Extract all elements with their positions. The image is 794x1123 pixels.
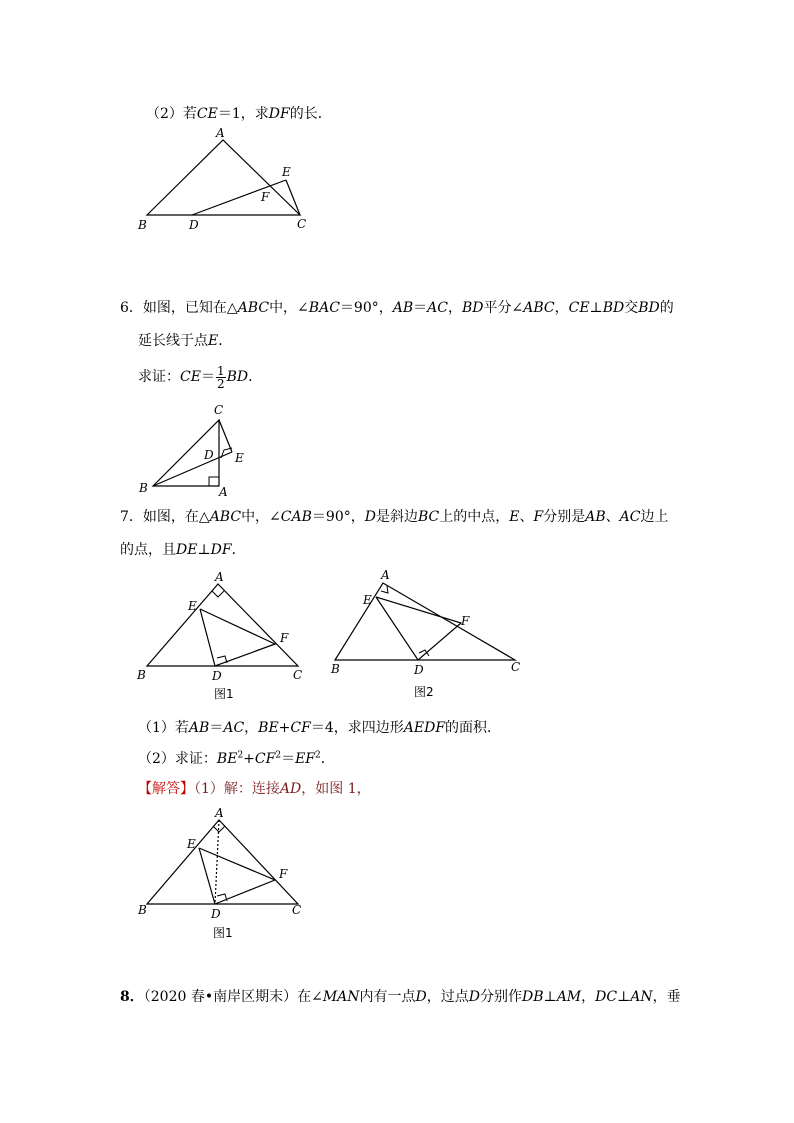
fig1-label-e: E — [188, 599, 197, 613]
fig6-segment-be — [153, 452, 232, 486]
fig1-label-b: B — [137, 668, 146, 682]
fig1-label-c: C — [293, 668, 303, 682]
q8-line1: 8．（2020 春•南岸区期末）在∠MAN内有一点D，过点D分别作DB⊥AM，DC⊥AN，垂 — [120, 989, 681, 1005]
fig1-label-a: A — [215, 570, 224, 584]
fig1-triangle-abc — [147, 584, 298, 666]
fig6-label-e: E — [235, 451, 244, 465]
fig6-segment-ce — [219, 420, 232, 452]
fig2-triangle-abc — [335, 583, 515, 660]
fig5-label-a: A — [216, 126, 225, 140]
fig1-label-d: D — [212, 669, 222, 683]
fig2-label-a: A — [381, 568, 390, 582]
fig2-caption: 图2 — [414, 685, 434, 699]
fig5-label-b: B — [138, 218, 147, 232]
fig2-label-b: B — [331, 662, 340, 676]
ans-fig-triangle-abc — [147, 820, 298, 904]
ans-fig-label-c: C — [292, 903, 302, 917]
q6-line2: 延长线于点E． — [138, 333, 233, 349]
q5-part2-text: （2）若CE＝1，求DF的长． — [146, 106, 332, 122]
ans-fig-dotted-ad — [215, 820, 219, 904]
fig2-label-d: D — [414, 663, 424, 677]
ans-fig-quadrilateral-edf — [199, 848, 275, 904]
fig6-triangle-diagram — [135, 400, 265, 500]
fig6-right-angle-a — [209, 477, 219, 486]
fig6-label-d: D — [204, 448, 214, 462]
q7-part1: （1）若AB＝AC，BE+CF＝4，求四边形AEDF的面积． — [138, 720, 502, 736]
q7-figure1 — [135, 570, 310, 701]
ans-fig-label-e: E — [187, 837, 196, 851]
q6-proof-statement: 求证：CE＝ $\frac{1}{2}$ BD． — [138, 363, 263, 391]
fig1-quadrilateral-edf — [200, 609, 275, 666]
answer-tag: 【解答】 — [138, 781, 194, 797]
fig1-caption: 图1 — [214, 687, 234, 701]
fig5-label-d: D — [189, 218, 199, 232]
q7-line1: 7．如图，在△ABC中，∠CAB＝90°，D是斜边BC上的中点，E、F分别是AB、AC边上 — [120, 509, 669, 525]
fig1-label-f: F — [280, 631, 289, 645]
fig6-label-c: C — [214, 403, 224, 417]
q6-line1: 6．如图，已知在△ABC中，∠BAC＝90°，AB＝AC，BD平分∠ABC，CE⊥BD交BD的 — [120, 300, 674, 316]
fig2-label-c: C — [511, 660, 521, 674]
fig5-label-c: C — [297, 217, 307, 231]
fig5-label-f: F — [261, 190, 270, 204]
fig6-label-b: B — [139, 481, 148, 495]
fraction-one-half: $\frac{1}{2}$ — [216, 363, 225, 391]
q7-figure2 — [325, 565, 530, 699]
ans-fig-label-a: A — [215, 806, 224, 820]
fig1-right-angle-a — [212, 591, 224, 597]
q7-answer-line: 【解答】（1）解：连接AD，如图 1， — [138, 781, 371, 797]
q7-answer-figure1 — [135, 808, 315, 943]
fig2-label-f: F — [461, 614, 470, 628]
ans-fig-label-d: D — [211, 907, 221, 921]
fig5-segment-ec — [286, 180, 300, 215]
fig2-quadrilateral-edf — [376, 597, 461, 660]
fig5-segment-de — [192, 180, 286, 215]
fig2-right-angle-a — [381, 586, 388, 593]
q7-line2: 的点，且DE⊥DF． — [120, 542, 246, 558]
ans-fig-label-f: F — [279, 867, 288, 881]
fig2-label-e: E — [363, 593, 372, 607]
fig6-label-a: A — [219, 485, 228, 499]
fig5-label-e: E — [282, 165, 291, 179]
ans-fig-label-b: B — [138, 903, 147, 917]
ans-fig-caption: 图1 — [213, 926, 233, 940]
fig5-triangle-diagram — [130, 125, 330, 235]
q7-part2: （2）求证：$BE^2+CF^2=EF^2$． — [138, 750, 335, 767]
